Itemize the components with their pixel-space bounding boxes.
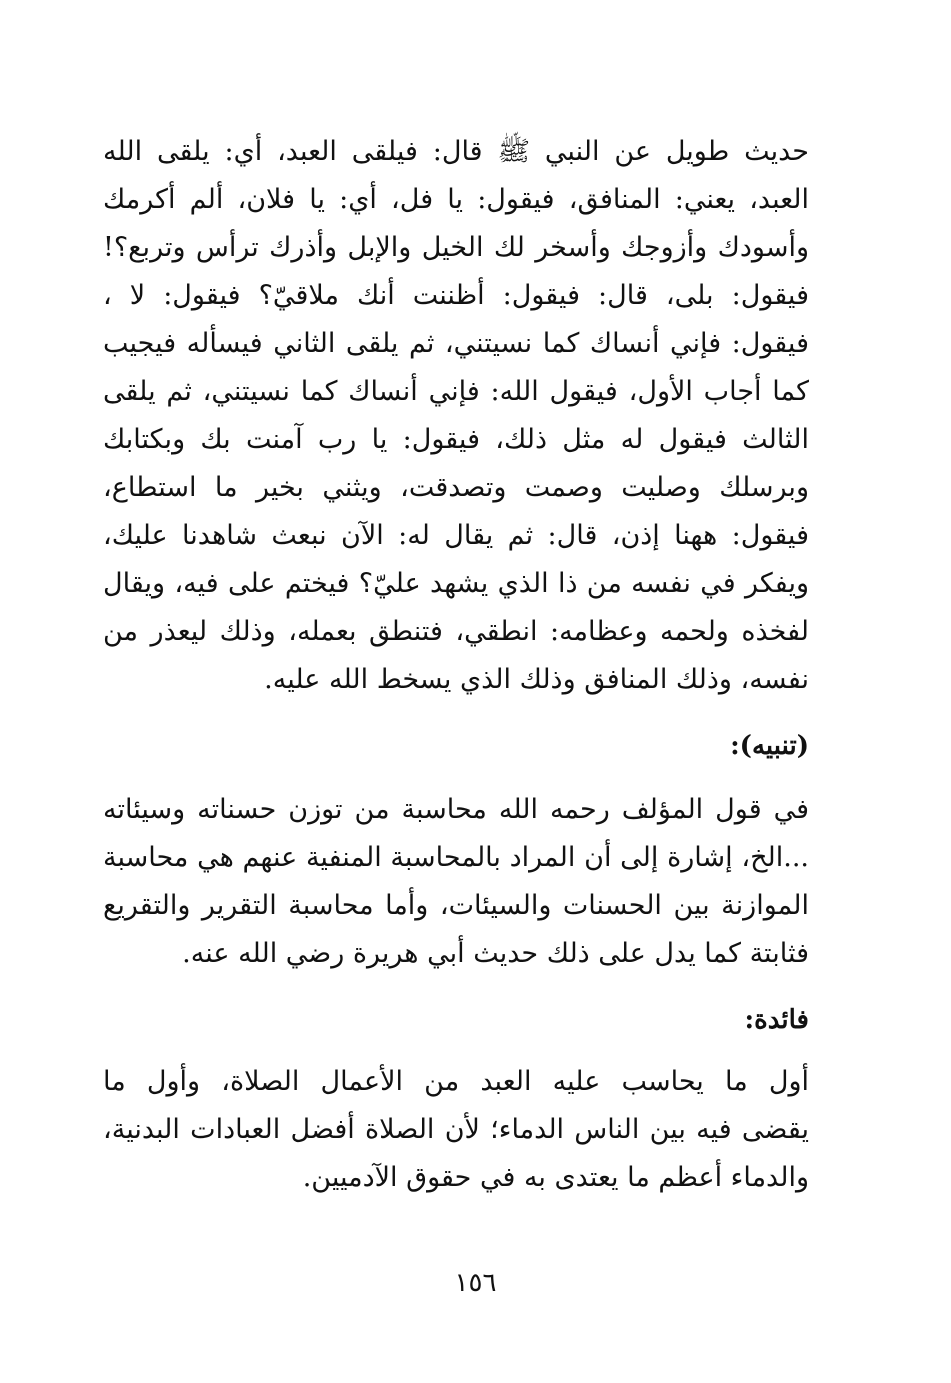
text-line: وأسودك وأزوجك وأسخر لك الخيل والإبل وأذرك ترأس وتربع؟! — [103, 232, 809, 263]
page-number: ١٥٦ — [454, 1268, 497, 1298]
text-line: وبرسلك وصليت وصمت وتصدقت، ويثني بخير ما استطاع، — [103, 472, 809, 503]
text-line: حديث طويل عن النبي ﷺ قال: فيلقى العبد، أي: يلقى الله — [103, 136, 809, 167]
text-line: فثابتة كما يدل على ذلك حديث أبي هريرة رضي الله عنه. — [182, 938, 809, 969]
text-line: فيقول: بلى، قال: فيقول: أظننت أنك ملاقيّ؟ فيقول: لا ، — [103, 280, 809, 311]
text-line: فيقول: فإني أنساك كما نسيتني، ثم يلقى الثاني فيسأله فيجيب — [103, 328, 809, 359]
text-line: أول ما يحاسب عليه العبد من الأعمال الصلاة، وأول ما — [103, 1066, 809, 1097]
text-line: الثالث فيقول له مثل ذلك، فيقول: يا رب آمنت بك وبكتابك — [103, 424, 809, 455]
text-line: الموازنة بين الحسنات والسيئات، وأما محاسبة التقرير والتقريع — [103, 890, 809, 921]
paragraph-tanbih — [103, 786, 809, 978]
text-line: نفسه، وذلك المنافق وذلك الذي يسخط الله عليه. — [264, 664, 809, 695]
text-line: فيقول: ههنا إذن، قال: ثم يقال له: الآن نبعث شاهدنا عليك، — [103, 520, 809, 551]
text-line: لفخذه ولحمه وعظامه: انطقي، فتنطق بعمله، وذلك ليعذر من — [103, 616, 809, 647]
text-line: ...الخ، إشارة إلى أن المراد بالمحاسبة المنفية عنهم هي محاسبة — [103, 842, 809, 873]
text-line: والدماء أعظم ما يعتدى به في حقوق الآدميين. — [302, 1162, 809, 1193]
section-heading-faida: فائدة: — [744, 1005, 809, 1035]
paragraph-hadith — [103, 128, 809, 704]
text-line: ويفكر في نفسه من ذا الذي يشهد عليّ؟ فيختم على فيه، ويقال — [103, 568, 809, 599]
section-heading-tanbih: (تنبيه): — [730, 731, 809, 761]
text-line: يقضى فيه بين الناس الدماء؛ لأن الصلاة أفضل العبادات البدنية، — [103, 1114, 809, 1145]
text-line: في قول المؤلف رحمه الله محاسبة من توزن حسناته وسيئاته — [103, 794, 809, 825]
text-line: كما أجاب الأول، فيقول الله: فإني أنساك كما نسيتني، ثم يلقى — [103, 376, 809, 407]
paragraph-faida — [103, 1058, 809, 1202]
text-line: العبد، يعني: المنافق، فيقول: يا فل، أي: يا فلان، ألم أكرمك — [103, 184, 809, 215]
